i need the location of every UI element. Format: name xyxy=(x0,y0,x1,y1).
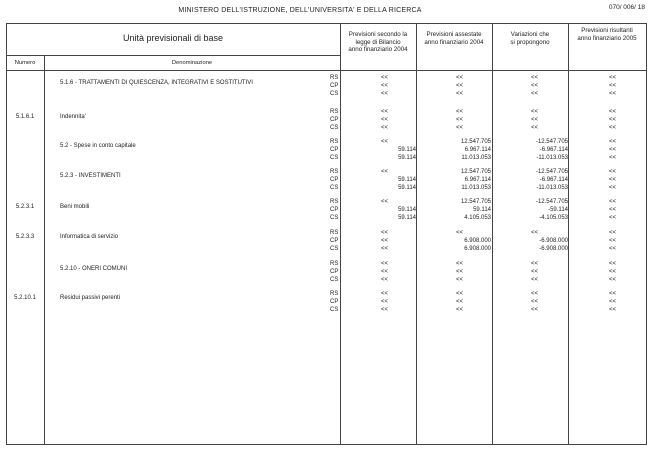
type-cell: RS xyxy=(330,169,339,175)
value-column-group xyxy=(330,138,344,162)
bilancio-cell: << xyxy=(381,199,389,205)
risultanti-cell: << xyxy=(608,109,616,115)
value-column-group xyxy=(421,260,491,284)
assestate-cell: << xyxy=(456,277,464,283)
value-column-group xyxy=(421,290,491,314)
value-column-group xyxy=(570,168,616,192)
variazioni-cell: << xyxy=(531,125,539,131)
value-column-group xyxy=(346,108,416,132)
header-line: Previsioni assestate xyxy=(426,31,482,38)
value-column-group xyxy=(346,260,416,284)
assestate-cell: << xyxy=(456,125,464,131)
variazioni-cell: -6.967.114 xyxy=(539,177,568,183)
header-line: Previsioni secondo la xyxy=(348,31,408,38)
table-cell: 5.2.10 - ONERI COMUNI xyxy=(60,266,128,272)
bilancio-cell: << xyxy=(381,299,389,305)
variazioni-cell: -12.547.705 xyxy=(535,139,568,145)
variazioni-cell: << xyxy=(531,75,539,81)
column-divider-3 xyxy=(492,23,493,444)
table-cell: Residui passivi perenti xyxy=(60,295,121,301)
type-cell: RS xyxy=(330,199,339,205)
type-cell: CS xyxy=(330,215,339,221)
type-cell: CS xyxy=(330,155,339,161)
table-cell: 5.2.3.3 xyxy=(15,234,35,240)
risultanti-cell: << xyxy=(608,307,616,313)
bilancio-cell: << xyxy=(381,83,389,89)
value-column-group xyxy=(421,198,491,222)
type-cell: RS xyxy=(330,75,339,81)
bilancio-cell: 59.114 xyxy=(398,207,416,213)
table-cell: 5.2 - Spese in conto capitale xyxy=(60,143,136,149)
variazioni-cell: -59.114 xyxy=(548,207,568,213)
header-line: anno finanziario 2004 xyxy=(424,38,484,46)
header-unita: Unità previsionali di base xyxy=(122,33,224,43)
variazioni-cell: -12.547.705 xyxy=(535,169,568,175)
table-cell: Beni mobili xyxy=(60,204,90,210)
header-bottom-border xyxy=(6,70,646,71)
bilancio-cell: 59.114 xyxy=(398,155,416,161)
variazioni-cell: << xyxy=(531,269,539,275)
risultanti-cell: << xyxy=(608,83,616,89)
assestate-cell: << xyxy=(456,91,464,97)
bilancio-cell: << xyxy=(381,277,389,283)
type-cell: CS xyxy=(330,246,339,252)
type-cell: CP xyxy=(330,238,339,244)
risultanti-cell: << xyxy=(608,169,616,175)
bilancio-cell: << xyxy=(381,109,389,115)
value-column-group xyxy=(346,168,416,192)
header-previsioni-assestate xyxy=(416,31,492,46)
type-cell: CP xyxy=(330,269,339,275)
table-cell: 5.2.3 - INVESTIMENTI xyxy=(60,173,121,179)
assestate-cell: << xyxy=(456,261,464,267)
bilancio-cell: 59.114 xyxy=(398,185,416,191)
value-column-group xyxy=(570,260,616,284)
value-column-group xyxy=(330,198,344,222)
value-column-group xyxy=(421,74,491,98)
value-column-group xyxy=(346,290,416,314)
value-column-group xyxy=(421,108,491,132)
type-cell: CP xyxy=(330,177,339,183)
variazioni-cell: << xyxy=(531,261,539,267)
type-cell: CP xyxy=(330,117,339,123)
risultanti-cell: << xyxy=(608,238,616,244)
assestate-cell: << xyxy=(456,230,464,236)
variazioni-cell: -11.013.053 xyxy=(536,185,568,191)
bilancio-cell: << xyxy=(381,307,389,313)
ministry-title: MINISTERO DELL'ISTRUZIONE, DELL'UNIVERSITA' E DELLA RICERCA xyxy=(178,7,422,14)
value-column-group xyxy=(494,260,568,284)
type-cell: RS xyxy=(330,291,339,297)
risultanti-cell: << xyxy=(608,117,616,123)
value-column-group xyxy=(494,108,568,132)
header-variazioni xyxy=(492,31,568,46)
assestate-cell: 12.547.705 xyxy=(460,199,491,205)
variazioni-cell: -11.013.053 xyxy=(536,155,568,161)
value-column-group xyxy=(494,290,568,314)
header-numero: Numero xyxy=(14,60,36,66)
assestate-cell: << xyxy=(456,75,464,81)
risultanti-cell: << xyxy=(608,91,616,97)
value-column-group xyxy=(494,138,568,162)
variazioni-cell: << xyxy=(531,307,539,313)
value-column-group xyxy=(346,229,416,253)
risultanti-cell: << xyxy=(608,261,616,267)
value-column-group xyxy=(330,290,344,314)
table-cell: 5.1.6 - TRATTAMENTI DI QUIESCENZA, INTEGRATIVI E SOSTITUTIVI xyxy=(60,80,253,86)
assestate-cell: << xyxy=(456,109,464,115)
table-left-border xyxy=(6,23,7,445)
bilancio-cell: << xyxy=(381,117,389,123)
header-line: legge di Bilancio xyxy=(355,38,401,46)
bilancio-cell: << xyxy=(381,261,389,267)
assestate-cell: 6.967.114 xyxy=(464,177,491,183)
table-cell: 5.2.10.1 xyxy=(14,295,36,301)
value-column-group xyxy=(494,74,568,98)
header-previsioni-risultanti xyxy=(568,27,646,42)
risultanti-cell: << xyxy=(608,246,616,252)
table-cell: Indennita' xyxy=(60,114,86,120)
variazioni-cell: << xyxy=(531,83,539,89)
assestate-cell: << xyxy=(456,269,464,275)
bilancio-cell: 59.114 xyxy=(398,215,416,221)
assestate-cell: << xyxy=(456,83,464,89)
risultanti-cell: << xyxy=(608,269,616,275)
value-column-group xyxy=(570,290,616,314)
type-cell: CP xyxy=(330,147,339,153)
type-cell: CS xyxy=(330,277,339,283)
bilancio-cell: << xyxy=(381,269,389,275)
assestate-cell: 6.908.000 xyxy=(464,246,491,252)
risultanti-cell: << xyxy=(608,147,616,153)
assestate-cell: << xyxy=(456,117,464,123)
bilancio-cell: << xyxy=(381,238,389,244)
bilancio-cell: 59.114 xyxy=(398,177,416,183)
type-cell: CS xyxy=(330,185,339,191)
risultanti-cell: << xyxy=(608,199,616,205)
numero-column-divider xyxy=(44,55,45,444)
bilancio-cell: << xyxy=(381,246,389,252)
risultanti-cell: << xyxy=(608,185,616,191)
variazioni-cell: << xyxy=(531,117,539,123)
column-divider-4 xyxy=(568,23,569,444)
variazioni-cell: -4.105.053 xyxy=(539,215,568,221)
header-line: anno finanziario 2005 xyxy=(577,34,637,42)
value-column-group xyxy=(330,168,344,192)
type-cell: CS xyxy=(330,125,339,131)
header-divider-left xyxy=(6,55,340,56)
variazioni-cell: -6.908.000 xyxy=(539,238,568,244)
variazioni-cell: << xyxy=(531,291,539,297)
assestate-cell: << xyxy=(456,291,464,297)
assestate-cell: 12.547.705 xyxy=(460,169,491,175)
assestate-cell: 6.967.114 xyxy=(464,147,491,153)
value-column-group xyxy=(346,138,416,162)
table-bottom-border xyxy=(6,444,646,445)
risultanti-cell: << xyxy=(608,125,616,131)
assestate-cell: 12.547.705 xyxy=(460,139,491,145)
header-line: si propongono xyxy=(510,38,550,46)
type-cell: CP xyxy=(330,83,339,89)
page-number: 070/ 006/ 18 xyxy=(608,4,645,11)
assestate-cell: << xyxy=(456,299,464,305)
bilancio-cell: << xyxy=(381,91,389,97)
bilancio-cell: << xyxy=(381,139,389,145)
column-divider-2 xyxy=(416,23,417,444)
variazioni-cell: << xyxy=(531,91,539,97)
type-cell: CP xyxy=(330,299,339,305)
risultanti-cell: << xyxy=(608,277,616,283)
risultanti-cell: << xyxy=(608,155,616,161)
assestate-cell: 59.114 xyxy=(473,207,491,213)
value-column-group xyxy=(494,168,568,192)
bilancio-cell: << xyxy=(381,230,389,236)
bilancio-cell: << xyxy=(381,125,389,131)
risultanti-cell: << xyxy=(608,230,616,236)
type-cell: CP xyxy=(330,207,339,213)
assestate-cell: 11.013.053 xyxy=(461,155,491,161)
assestate-cell: 6.908.000 xyxy=(464,238,491,244)
risultanti-cell: << xyxy=(608,177,616,183)
table-top-border xyxy=(6,23,646,24)
risultanti-cell: << xyxy=(608,291,616,297)
type-cell: RS xyxy=(330,109,339,115)
variazioni-cell: << xyxy=(531,299,539,305)
value-column-group xyxy=(570,229,616,253)
bilancio-cell: << xyxy=(381,291,389,297)
value-column-group xyxy=(330,229,344,253)
value-column-group xyxy=(570,198,616,222)
value-column-group xyxy=(570,138,616,162)
risultanti-cell: << xyxy=(608,215,616,221)
bilancio-cell: << xyxy=(381,169,389,175)
variazioni-cell: << xyxy=(531,277,539,283)
header-line: Variazioni che xyxy=(510,31,550,38)
value-column-group xyxy=(421,138,491,162)
variazioni-cell: << xyxy=(531,230,539,236)
table-cell: 5.1.6.1 xyxy=(15,114,35,120)
risultanti-cell: << xyxy=(608,139,616,145)
value-column-group xyxy=(421,168,491,192)
risultanti-cell: << xyxy=(608,75,616,81)
type-cell: RS xyxy=(330,230,339,236)
value-column-group xyxy=(494,198,568,222)
value-column-group xyxy=(421,229,491,253)
variazioni-cell: -12.547.705 xyxy=(535,199,568,205)
assestate-cell: 11.013.053 xyxy=(461,185,491,191)
risultanti-cell: << xyxy=(608,207,616,213)
value-column-group xyxy=(346,198,416,222)
bilancio-cell: << xyxy=(381,75,389,81)
table-cell: Informatica di servizio xyxy=(60,234,119,240)
assestate-cell: 4.105.053 xyxy=(464,215,491,221)
assestate-cell: << xyxy=(456,307,464,313)
value-column-group xyxy=(330,108,344,132)
header-denominazione: Denominazione xyxy=(171,60,213,66)
variazioni-cell: << xyxy=(531,109,539,115)
value-column-group xyxy=(570,108,616,132)
value-column-group xyxy=(570,74,616,98)
type-cell: CS xyxy=(330,91,339,97)
type-cell: RS xyxy=(330,261,339,267)
type-cell: RS xyxy=(330,139,339,145)
header-previsioni-bilancio xyxy=(340,31,416,54)
table-right-border xyxy=(646,23,647,445)
value-column-group xyxy=(330,74,344,98)
value-column-group xyxy=(494,229,568,253)
value-column-group xyxy=(346,74,416,98)
type-cell: CS xyxy=(330,307,339,313)
variazioni-cell: -6.908.000 xyxy=(539,246,568,252)
risultanti-cell: << xyxy=(608,299,616,305)
value-column-group xyxy=(330,260,344,284)
header-line: anno finanziario 2004 xyxy=(348,46,408,53)
bilancio-cell: 59.114 xyxy=(398,147,416,153)
header-line: Previsioni risultanti xyxy=(581,27,633,34)
table-cell: 5.2.3.1 xyxy=(15,204,35,210)
variazioni-cell: -6.967.114 xyxy=(539,147,568,153)
